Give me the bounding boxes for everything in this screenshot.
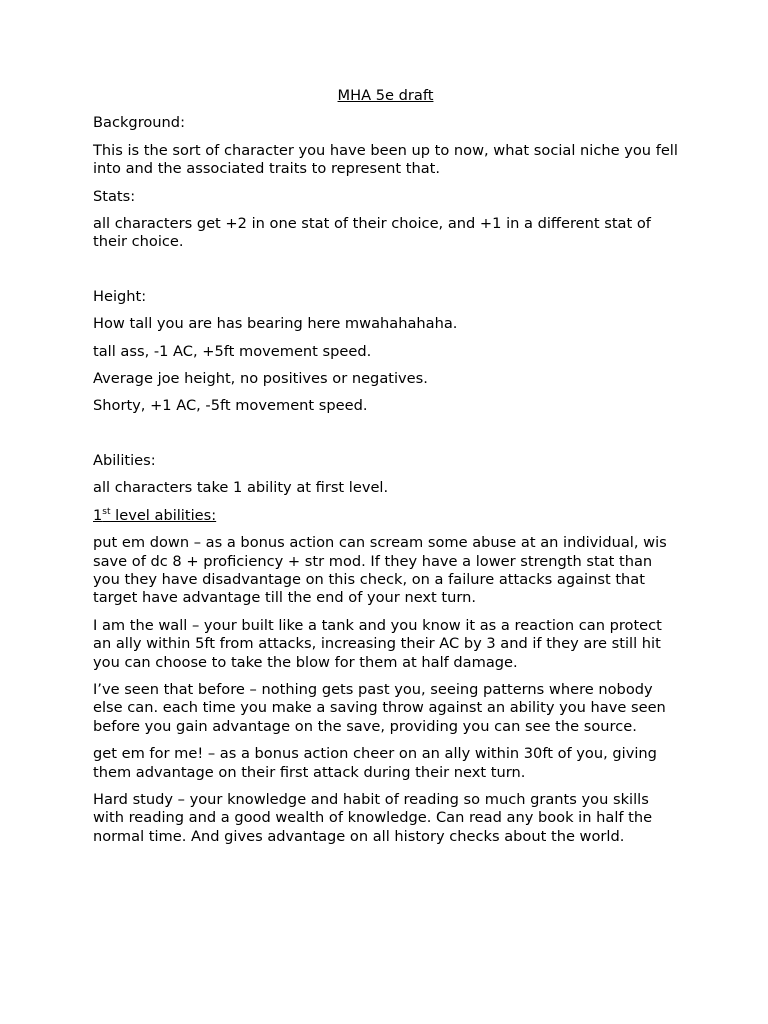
height-tall: tall ass, -1 AC, +5ft movement speed.: [93, 342, 372, 360]
background-heading: Background:: [93, 114, 185, 132]
ability-put-em-down: put em down – as a bonus action can scream some abuse at an individual, wis save of dc 8 + proficiency + str mod. If they have a lower strength stat than you they have disadvantage on this check, on a failure attacks against that target have advantage till the end of your next turn.: [93, 534, 667, 607]
level-number: 1: [93, 506, 103, 524]
document-page: [93, 87, 678, 855]
height-average: Average joe height, no positives or negatives.: [93, 370, 428, 388]
height-heading: Height:: [93, 287, 147, 305]
height-short: Shorty, +1 AC, -5ft movement speed.: [93, 397, 368, 415]
document-title: MHA 5e draft: [337, 87, 434, 104]
stats-heading: Stats:: [93, 187, 136, 205]
ability-i-am-the-wall: I am the wall – your built like a tank and you know it as a reaction can protect an ally within 5ft from attacks, increasing their AC by 3 and if they are still hit you can choose to take the blow for them at half damage.: [93, 616, 662, 671]
ability-seen-that-before: I’ve seen that before – nothing gets past you, seeing patterns where nobody else can. each time you make a saving throw against an ability you have seen before you gain advantage on the save, providing you can see the source.: [93, 680, 666, 735]
background-text: This is the sort of character you have been up to now, what social niche you fell into and the associated traits to represent that.: [93, 141, 678, 178]
abilities-intro: all characters take 1 ability at first level.: [93, 479, 389, 497]
level-abilities-heading: [93, 507, 678, 525]
ability-get-em-for-me: get em for me! – as a bonus action cheer on an ally within 30ft of you, giving them advantage on their first attack during their next turn.: [93, 745, 657, 781]
stats-text: all characters get +2 in one stat of their choice, and +1 in a different stat of their choice.: [93, 215, 651, 251]
blank-line: [93, 261, 678, 288]
ability-hard-study: Hard study – your knowledge and habit of reading so much grants you skills with reading and a good wealth of knowledge. Can read any book in half the normal time. And gives advantage on all history checks about the world.: [93, 790, 653, 845]
level-ordinal-suffix: st: [102, 506, 111, 517]
height-intro: How tall you are has bearing here mwahahahaha.: [93, 315, 458, 333]
level-heading-text: level abilities:: [110, 506, 217, 524]
blank-line: [93, 425, 678, 452]
abilities-heading: Abilities:: [93, 451, 156, 469]
